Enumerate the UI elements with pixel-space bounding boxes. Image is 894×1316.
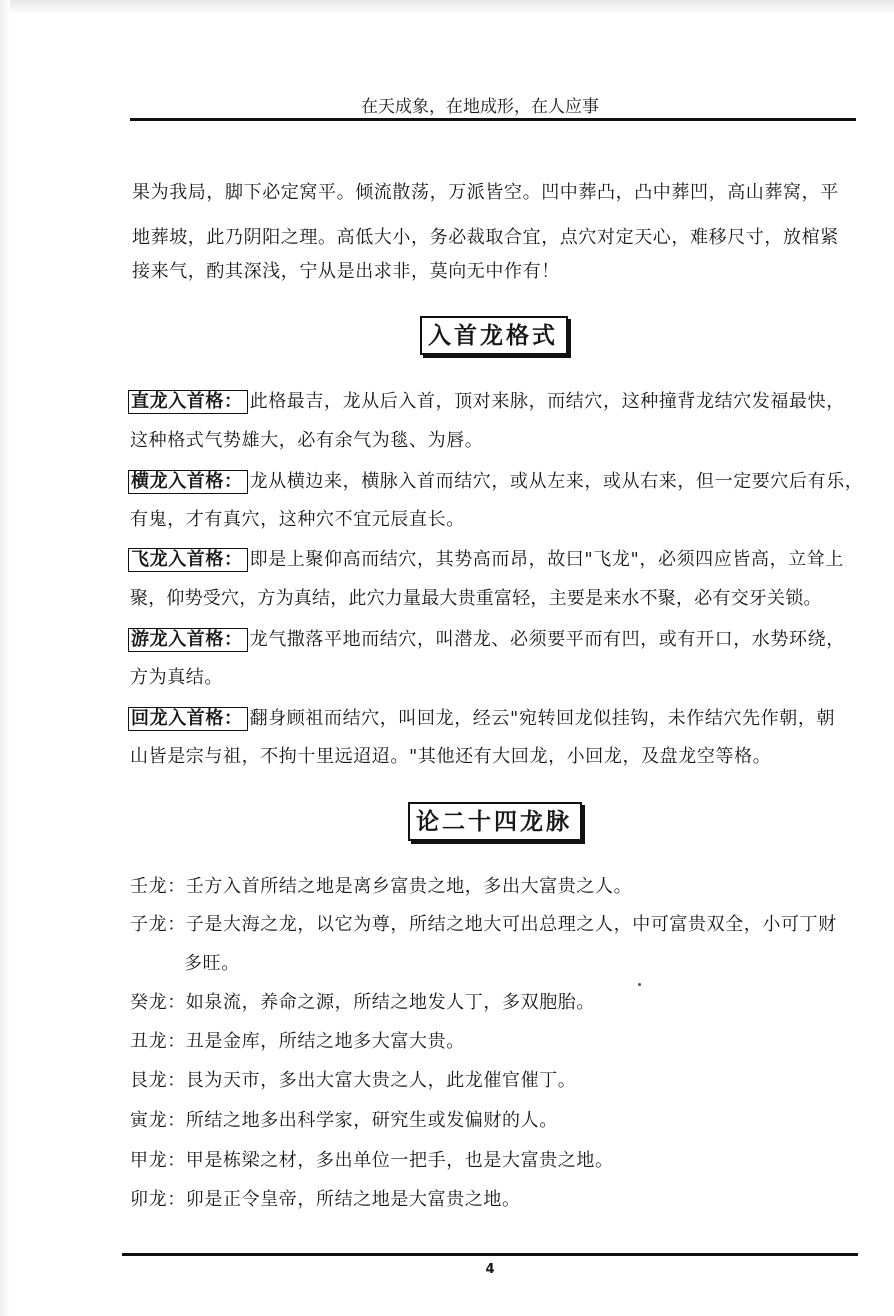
scan-speck: [638, 983, 641, 986]
format-label: 游龙入首格：: [128, 628, 248, 652]
format-item-continuation: 山皆是宗与祖，不拘十里远迢迢。"其他还有大回龙，小回龙，及盘龙空等格。: [130, 746, 772, 767]
format-item-continuation: 这种格式气势雄大，必有余气为毯、为唇。: [130, 430, 484, 451]
format-item-continuation: 聚，仰势受穴，方为真结，此穴力量最大贵重富轻，主要是来水不聚，必有交牙关锁。: [130, 588, 822, 609]
section-heading-ru-shou-long: 入首龙格式: [420, 316, 568, 355]
format-text: 龙气撒落平地而结穴，叫潜龙、必须要平而有凹，或有开口，水势环绕，: [249, 629, 845, 650]
section-heading-er-shi-si-long-mai: 论二十四龙脉: [408, 802, 582, 841]
dragon-entry: 癸龙：如泉流，养命之源，所结之地发人丁，多双胞胎。: [130, 992, 595, 1013]
format-item-line: [128, 390, 845, 414]
format-label: 横龙入首格：: [128, 470, 248, 494]
running-header: 在天成象，在地成形，在人应事: [361, 97, 599, 117]
dragon-entry: 卯龙：卯是正令皇帝，所结之地是大富贵之地。: [130, 1189, 521, 1210]
format-label: 飞龙入首格：: [128, 548, 248, 572]
format-text: 翻身顾祖而结穴，叫回龙，经云"宛转回龙似挂钩，未作结穴先作朝，朝: [249, 708, 836, 729]
dragon-entry: 丑龙：丑是金库，所结之地多大富大贵。: [130, 1031, 465, 1052]
intro-line-3: 接来气，酌其深浅，宁从是出求非，莫向无中作有！: [132, 261, 560, 282]
page-number: 4: [485, 1262, 495, 1277]
format-item-continuation: 方为真结。: [130, 667, 223, 688]
format-label: 回龙入首格：: [128, 707, 248, 731]
format-label: 直龙入首格：: [128, 390, 248, 414]
format-text: 即是上聚仰高而结穴，其势高而昂，故曰"飞龙"，必须四应皆高，立耸上: [249, 549, 844, 570]
scan-top-shadow: [0, 0, 894, 14]
format-item-line: [128, 707, 835, 731]
footer-rule: [122, 1253, 858, 1256]
format-item-line: [128, 470, 863, 494]
format-text: 龙从横边来，横脉入首而结穴，或从左来，或从右来，但一定要穴后有乐，: [249, 471, 864, 492]
dragon-entry: 子龙：子是大海之龙，以它为尊，所结之地大可出总理之人，中可富贵双全，小可丁财: [130, 914, 837, 935]
format-item-line: [128, 628, 845, 652]
format-text: 此格最吉，龙从后入首，顶对来脉，而结穴，这种撞背龙结穴发福最快，: [249, 391, 845, 412]
dragon-entry: 甲龙：甲是栋梁之材，多出单位一把手，也是大富贵之地。: [130, 1150, 614, 1171]
header-rule: [130, 118, 856, 121]
intro-line-2: 地葬坡，此乃阴阳之理。高低大小，务必裁取合宜，点穴对定天心，难移尺寸，放棺紧: [132, 227, 839, 248]
format-item-line: [128, 548, 844, 572]
dragon-entry: 壬龙：壬方入首所结之地是离乡富贵之地，多出大富贵之人。: [130, 876, 633, 897]
dragon-entry-continuation: 多旺。: [184, 953, 240, 974]
dragon-entry: 寅龙：所结之地多出科学家，研究生或发偏财的人。: [130, 1110, 558, 1131]
format-item-continuation: 有鬼，才有真穴，这种穴不宜元辰直长。: [130, 509, 465, 530]
scan-left-shadow: [0, 0, 10, 1316]
intro-line-1: 果为我局，脚下必定窝平。倾流散荡，万派皆空。凹中葬凸，凸中葬凹，高山葬窝，平: [132, 182, 839, 203]
dragon-entry: 艮龙：艮为天市，多出大富大贵之人，此龙催官催丁。: [130, 1070, 577, 1091]
